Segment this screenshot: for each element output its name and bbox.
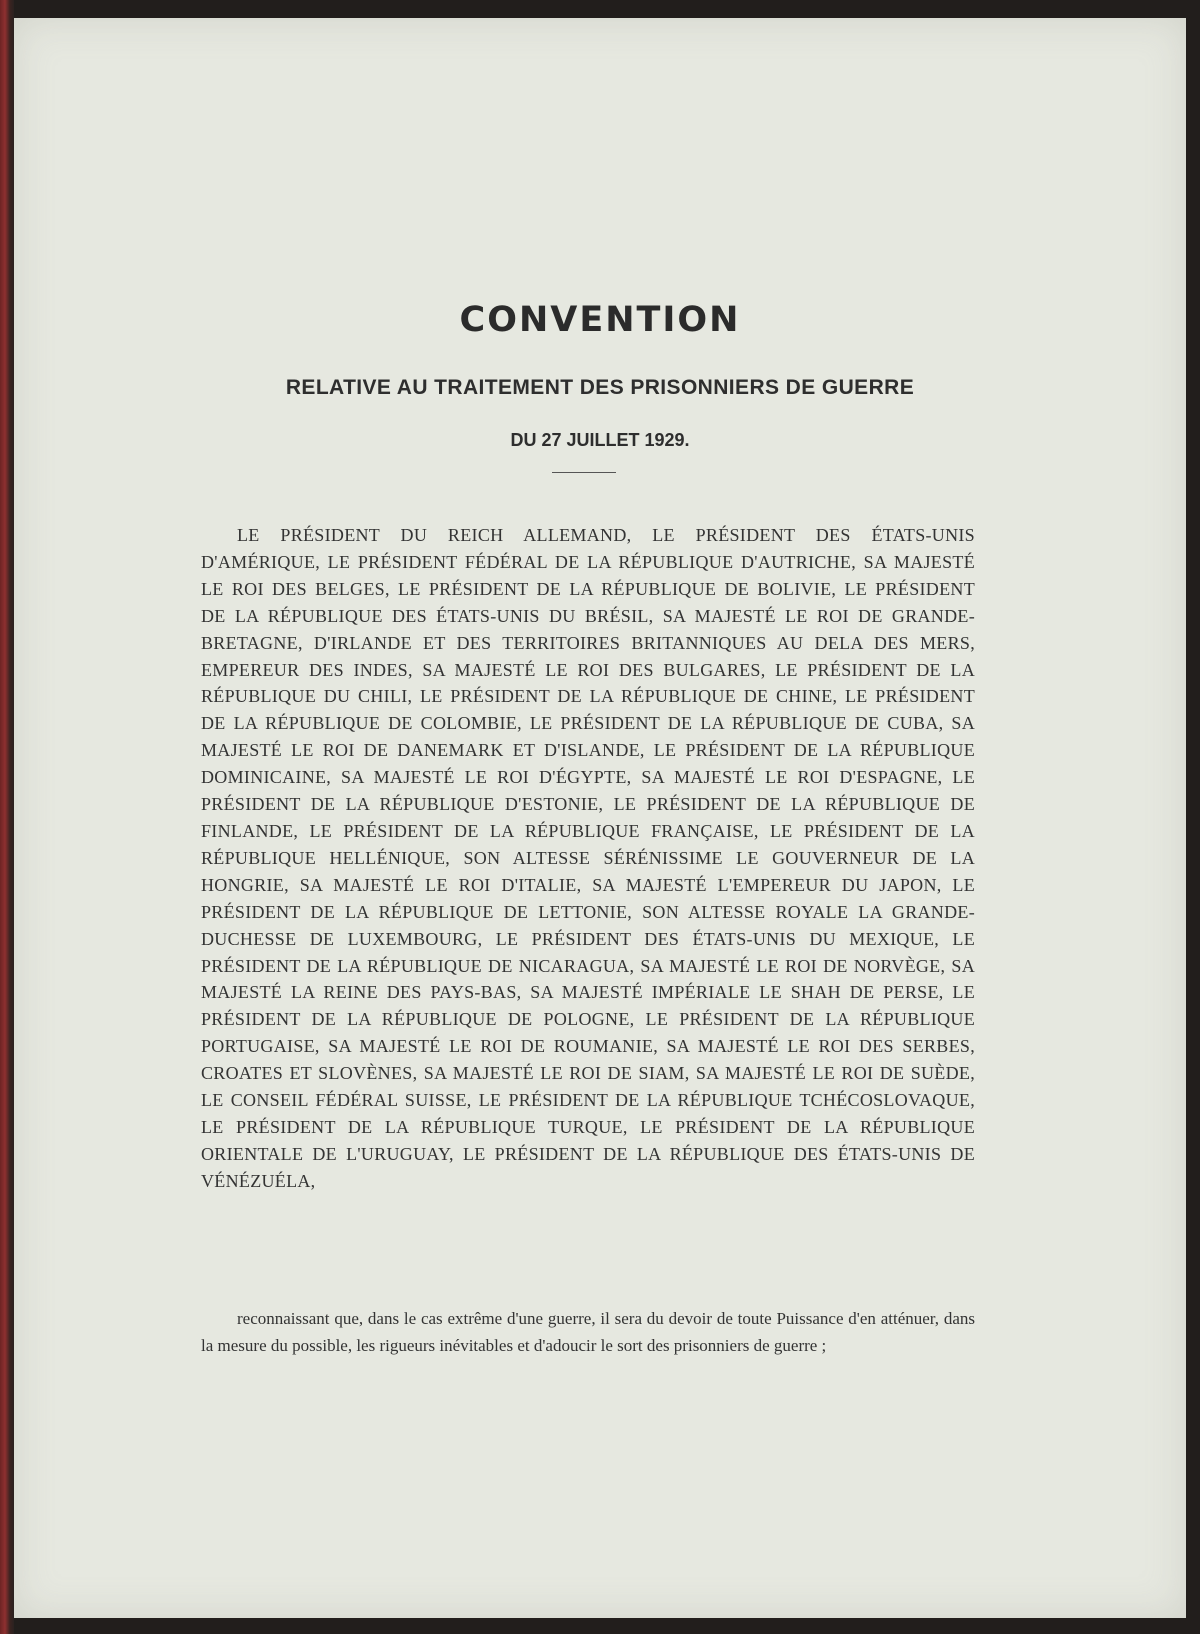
- preamble-paragraph: LE PRÉSIDENT DU REICH ALLEMAND, LE PRÉSIDENT DES ÉTATS-UNIS D'AMÉRIQUE, LE PRÉSIDENT FÉDÉRAL DE LA RÉPUBLIQUE D'AUTRICHE, SA MAJESTÉ LE ROI DES BELGES, LE PRÉSIDENT DE LA RÉPUBLIQUE DE BOLIVIE, LE PRÉSIDENT DE LA RÉPUBLIQUE DES ÉTATS-UNIS DU BRÉSIL, SA MAJESTÉ LE ROI DE GRANDE-BRETAGNE, D'IRLANDE ET DES TERRITOIRES BRITANNIQUES AU DELA DES MERS, EMPEREUR DES INDES, SA MAJESTÉ LE ROI DES BULGARES, LE PRÉSIDENT DE LA RÉPUBLIQUE DU CHILI, LE PRÉSIDENT DE LA RÉPUBLIQUE DE CHINE, LE PRÉSIDENT DE LA RÉPUBLIQUE DE COLOMBIE, LE PRÉSIDENT DE LA RÉPUBLIQUE DE CUBA, SA MAJESTÉ LE ROI DE DANEMARK ET D'ISLANDE, LE PRÉSIDENT DE LA RÉPUBLIQUE DOMINICAINE, SA MAJESTÉ LE ROI D'ÉGYPTE, SA MAJESTÉ LE ROI D'ESPAGNE, LE PRÉSIDENT DE LA RÉPUBLIQUE D'ESTONIE, LE PRÉSIDENT DE LA RÉPUBLIQUE DE FINLANDE, LE PRÉSIDENT DE LA RÉPUBLIQUE FRANÇAISE, LE PRÉSIDENT DE LA RÉPUBLIQUE HELLÉNIQUE, SON ALTESSE SÉRÉNISSIME LE GOUVERNEUR DE LA HONGRIE, SA MAJESTÉ LE ROI D'ITALIE, SA MAJESTÉ L'EMPEREUR DU JAPON, LE PRÉSIDENT DE LA RÉPUBLIQUE DE LETTONIE, SON ALTESSE ROYALE LA GRANDE-DUCHESSE DE LUXEMBOURG, LE PRÉSIDENT DES ÉTATS-UNIS DU MEXIQUE, LE PRÉSIDENT DE LA RÉPUBLIQUE DE NICARAGUA, SA MAJESTÉ LE ROI DE NORVÈGE, SA MAJESTÉ LA REINE DES PAYS-BAS, SA MAJESTÉ IMPÉRIALE LE SHAH DE PERSE, LE PRÉSIDENT DE LA RÉPUBLIQUE DE POLOGNE, LE PRÉSIDENT DE LA RÉPUBLIQUE PORTUGAISE, SA MAJESTÉ LE ROI DE ROUMANIE, SA MAJESTÉ LE ROI DES SERBES, CROATES ET SLOVÈNES, SA MAJESTÉ LE ROI DE SIAM, SA MAJESTÉ LE ROI DE SUÈDE, LE CONSEIL FÉDÉRAL SUISSE, LE PRÉSIDENT DE LA RÉPUBLIQUE TCHÉCOSLOVAQUE, LE PRÉSIDENT DE LA RÉPUBLIQUE TURQUE, LE PRÉSIDENT DE LA RÉPUBLIQUE ORIENTALE DE L'URUGUAY, LE PRÉSIDENT DE LA RÉPUBLIQUE DES ÉTATS-UNIS DE VÉNÉZUÉLA,: [201, 525, 975, 1191]
- paper-sheet: [14, 18, 1186, 1618]
- book-binding: [0, 0, 14, 1634]
- separator-rule: [552, 472, 616, 473]
- document-title: CONVENTION: [459, 300, 741, 340]
- document-subtitle: RELATIVE AU TRAITEMENT DES PRISONNIERS DE GUERRE: [285, 376, 915, 399]
- document-date: DU 27 JUILLET 1929.: [510, 430, 690, 450]
- reason-paragraph: reconnaissant que, dans le cas extrême d'une guerre, il sera du devoir de toute Puissance d'en atténuer, dans la mesure du possible, les rigueurs inévitables et d'adoucir le sort des prisonniers de guerre ;: [201, 1309, 975, 1355]
